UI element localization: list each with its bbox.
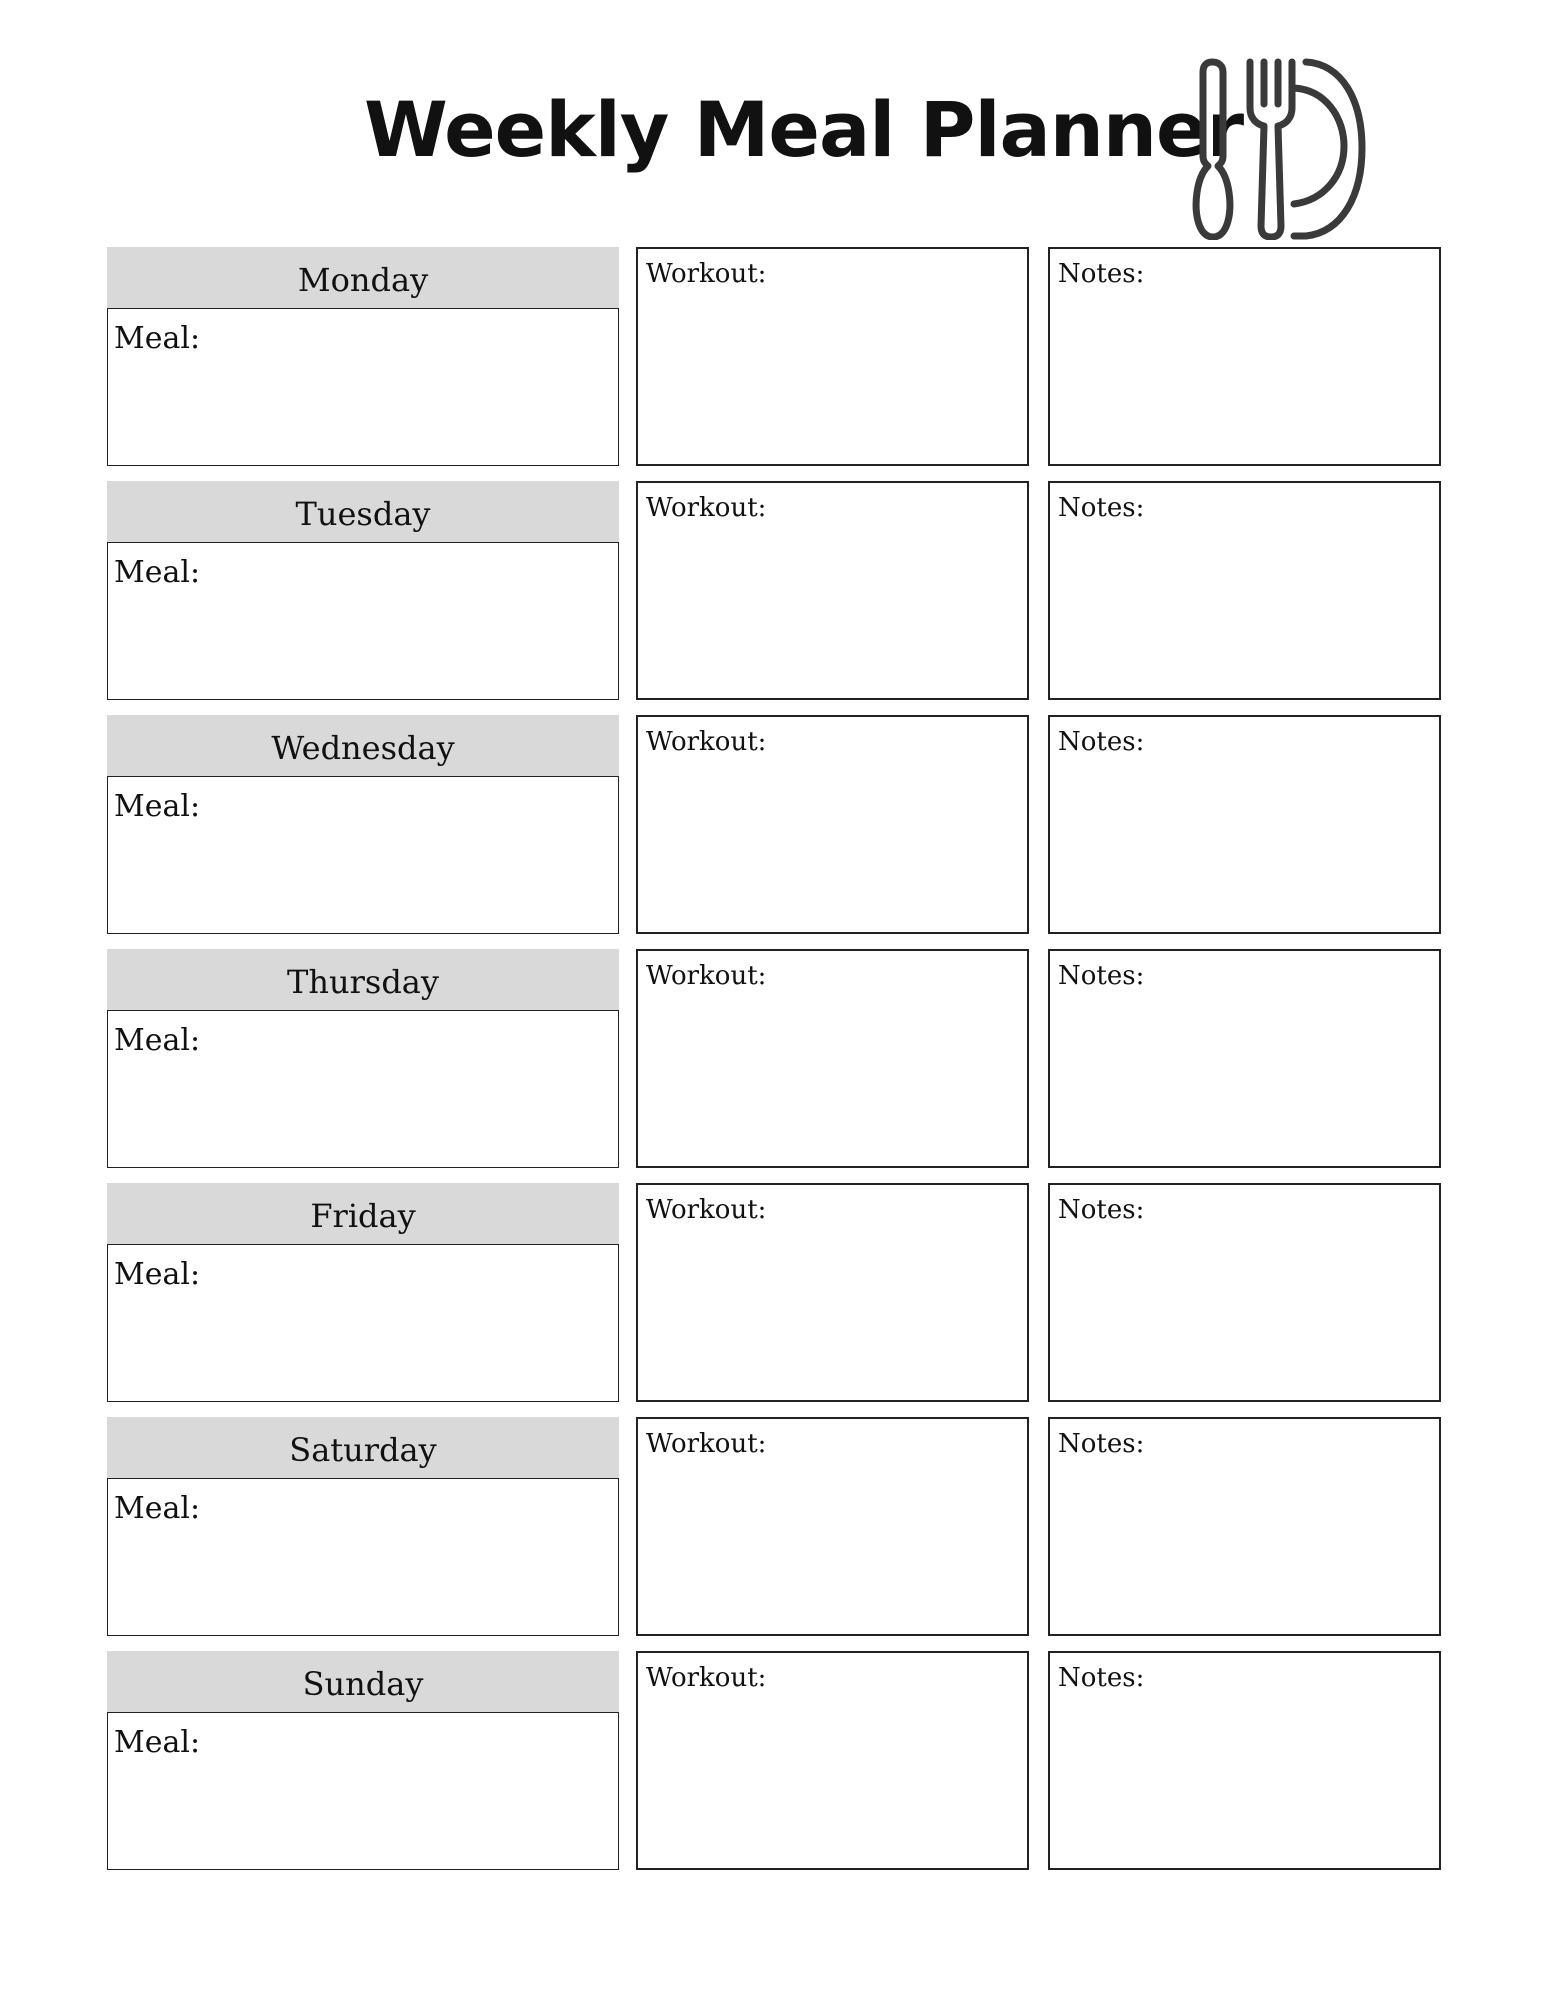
workout-box-thursday[interactable]	[636, 949, 1029, 1168]
meal-box[interactable]	[107, 1712, 619, 1870]
workout-box-friday[interactable]	[636, 1183, 1029, 1402]
workout-box-monday[interactable]	[636, 247, 1029, 466]
notes-box-thursday[interactable]	[1048, 949, 1441, 1168]
day-header	[107, 715, 619, 776]
meal-label: Meal:	[114, 1023, 201, 1058]
meal-label: Meal:	[114, 321, 201, 356]
workout-box-wednesday[interactable]	[636, 715, 1029, 934]
day-block-thursday	[107, 949, 619, 1168]
day-header	[107, 247, 619, 308]
meal-box[interactable]	[107, 1010, 619, 1168]
day-name: Saturday	[289, 1430, 437, 1469]
meal-label: Meal:	[114, 555, 201, 590]
workout-label: Workout:	[646, 961, 767, 991]
day-block-tuesday	[107, 481, 619, 700]
notes-label: Notes:	[1058, 1663, 1145, 1693]
meal-box[interactable]	[107, 776, 619, 934]
notes-label: Notes:	[1058, 727, 1145, 757]
workout-box-saturday[interactable]	[636, 1417, 1029, 1636]
day-header	[107, 1651, 619, 1712]
meal-label: Meal:	[114, 1725, 201, 1760]
day-header	[107, 949, 619, 1010]
day-block-wednesday	[107, 715, 619, 934]
day-header	[107, 1417, 619, 1478]
day-header	[107, 1183, 619, 1244]
workout-label: Workout:	[646, 259, 767, 289]
day-name: Friday	[310, 1196, 416, 1235]
day-name: Tuesday	[295, 494, 431, 533]
workout-label: Workout:	[646, 493, 767, 523]
day-block-saturday	[107, 1417, 619, 1636]
workout-label: Workout:	[646, 727, 767, 757]
workout-label: Workout:	[646, 1429, 767, 1459]
meal-box[interactable]	[107, 308, 619, 466]
notes-box-friday[interactable]	[1048, 1183, 1441, 1402]
notes-label: Notes:	[1058, 493, 1145, 523]
notes-box-sunday[interactable]	[1048, 1651, 1441, 1870]
notes-label: Notes:	[1058, 1429, 1145, 1459]
notes-label: Notes:	[1058, 1195, 1145, 1225]
day-block-monday	[107, 247, 619, 466]
day-header	[107, 481, 619, 542]
workout-label: Workout:	[646, 1663, 767, 1693]
day-block-friday	[107, 1183, 619, 1402]
page-title: Weekly Meal Planner	[364, 85, 1244, 174]
meal-box[interactable]	[107, 542, 619, 700]
workout-box-tuesday[interactable]	[636, 481, 1029, 700]
day-name: Wednesday	[271, 728, 455, 767]
day-name: Monday	[297, 260, 429, 299]
workout-label: Workout:	[646, 1195, 767, 1225]
notes-box-saturday[interactable]	[1048, 1417, 1441, 1636]
day-name: Thursday	[287, 962, 439, 1001]
meal-box[interactable]	[107, 1244, 619, 1402]
meal-box[interactable]	[107, 1478, 619, 1636]
notes-label: Notes:	[1058, 961, 1145, 991]
notes-box-monday[interactable]	[1048, 247, 1441, 466]
notes-box-wednesday[interactable]	[1048, 715, 1441, 934]
meal-label: Meal:	[114, 789, 201, 824]
workout-box-sunday[interactable]	[636, 1651, 1029, 1870]
meal-label: Meal:	[114, 1257, 201, 1292]
notes-box-tuesday[interactable]	[1048, 481, 1441, 700]
day-block-sunday	[107, 1651, 619, 1870]
notes-label: Notes:	[1058, 259, 1145, 289]
meal-label: Meal:	[114, 1491, 201, 1526]
day-name: Sunday	[302, 1664, 424, 1703]
